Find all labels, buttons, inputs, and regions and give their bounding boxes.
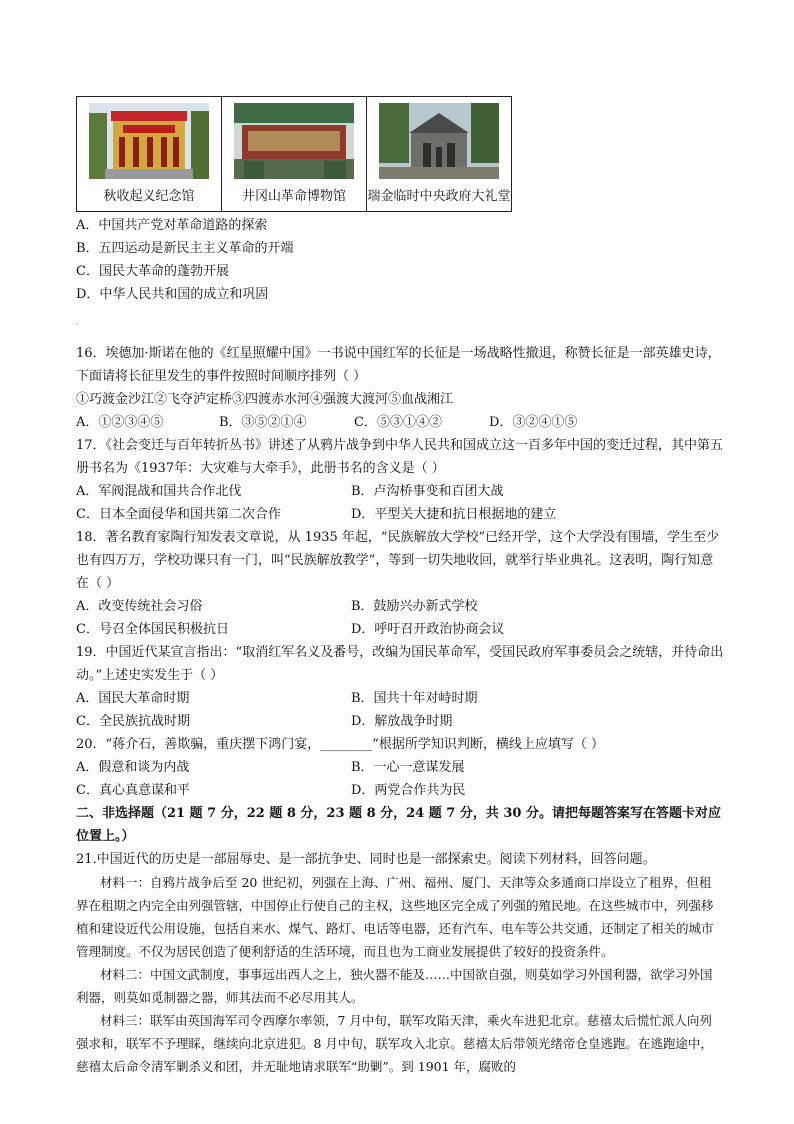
question-20 <box>76 733 794 802</box>
option-c: C．真心真意谋和平 <box>76 783 190 798</box>
option-d: D．平型关大捷和抗日根据地的建立 <box>351 507 557 522</box>
option-a: A．假意和谈为内战 <box>76 760 190 775</box>
option-row <box>76 480 794 503</box>
section-2-title: 二、非选择题（21 题 7 分，22 题 8 分，23 题 8 分，24 题 7 分，共 30 分。请把每题答案写在答题卡对应位置上。） <box>76 806 721 844</box>
option-b: B．五四运动是新民主主义革命的开端 <box>76 241 294 256</box>
option-d: D．呼吁召开政治协商会议 <box>351 622 505 637</box>
photo-cell-autumn-harvest <box>77 97 222 211</box>
material-3: 材料三：联军由英国海军司令西摩尔率领，7 月中旬，联军攻陷天津，乘火车进犯北京。慈禧太后慌忙派人向列强求和，联军不予理睬，继续向北京进犯。8 月中旬，联军攻入北京。慈禧太后带领光绪帝仓皇逃跑。在逃跑途中，慈禧太后命令清军剿杀义和团，并无耻地请求联军“助剿”。到 1901 年，腐败的 <box>76 1013 713 1074</box>
question-17 <box>76 434 794 526</box>
question-16 <box>76 342 794 434</box>
material-1: 材料一：自鸦片战争后至 20 世纪初，列强在上海、广州、福州、厦门、天津等众多通商口岸设立了租界，但租界在租期之内完全由列强管辖，中国停止行使自己的主权，这些地区完全成了列强的殖民地。在这些城市中，列强移植和建设近代公用设施，包括自来水、煤气、路灯、电话等电器，还有汽车、电车等公共交通，还制定了相关的城市管理制度。不仅为居民创造了便利舒适的生活环境，而且也为工商业发展提供了较好的投资条件。 <box>76 875 714 959</box>
autumn-harvest-memorial-photo <box>89 103 209 179</box>
option-b: B．③⑤②①④ <box>219 415 307 430</box>
option-d: D．中华人民共和国的成立和巩固 <box>76 287 269 302</box>
question-19 <box>76 641 794 733</box>
option-c: C．⑤③①④② <box>354 415 442 430</box>
question-stem: 20．“蒋介石，善欺骗，重庆摆下鸿门宴，________”根据所学知识判断，横线上应填写（ ） <box>76 737 604 752</box>
option-a: A．军阀混战和国共合作北伐 <box>76 484 242 499</box>
option-d: D．③②④①⑤ <box>489 415 578 430</box>
option-row <box>76 779 794 802</box>
option-b: B．一心一意谋发展 <box>351 760 465 775</box>
option-row <box>76 756 794 779</box>
photo-caption: 瑞金临时中央政府大礼堂 <box>367 189 511 204</box>
question-items: ①巧渡金沙江②飞夺泸定桥③四渡赤水河④强渡大渡河⑤血战湘江 <box>76 392 454 407</box>
question-options <box>76 411 794 434</box>
photo-table <box>76 96 512 212</box>
question-stem: 21.中国近代的历史是一部屈辱史、是一部抗争史、同时也是一部探索史。阅读下列材料，回答问题。 <box>76 852 656 867</box>
option-c: C．国民大革命的蓬勃开展 <box>76 264 229 279</box>
photo-cell-ruijin <box>367 97 511 211</box>
material-2: 材料二：中国文武制度，事事远出西人之上，独火器不能及……中国欲自强，则莫如学习外国利器，欲学习外国利器，则莫如觅制器之器，师其法而不必尽用其人。 <box>76 967 713 1005</box>
option-row <box>76 618 794 641</box>
option-row <box>76 503 794 526</box>
question-stem: 17．《社会变迁与百年转折丛书》讲述了从鸦片战争到中华人民共和国成立这一百多年中国的变迁过程，其中第五册书名为《1937年：大灾难与大牵手》，此册书名的含义是（ ） <box>76 438 724 476</box>
jinggangshan-museum-photo <box>234 103 354 179</box>
option-a: A．中国共产党对革命道路的探索 <box>76 218 268 233</box>
option-b: B．鼓励兴办新式学校 <box>351 599 478 614</box>
option-d: D．两党合作共为民 <box>351 783 466 798</box>
option-a: A．改变传统社会习俗 <box>76 599 203 614</box>
option-row <box>76 710 794 733</box>
option-a: A．国民大革命时期 <box>76 691 190 706</box>
ruijin-auditorium-photo <box>379 103 499 179</box>
option-c: C．号召全体国民积极抗日 <box>76 622 229 637</box>
dot-mark: . <box>76 319 78 326</box>
photo-caption: 井冈山革命博物馆 <box>241 189 346 204</box>
option-row <box>76 687 794 710</box>
question-stem: 16．埃德加·斯诺在他的《红星照耀中国》一书说中国红军的长征是一场战略性撤退，称赞长征是一部英雄史诗，下面请将长征里发生的事件按照时间顺序排列（ ） <box>76 346 721 384</box>
question-stem: 19．中国近代某宣言指出：“取消红军名义及番号，改编为国民革命军，受国民政府军事委员会之统辖，并待命出动。”上述史实发生于（ ） <box>76 645 724 683</box>
option-a: A．①②③④⑤ <box>76 415 164 430</box>
question-21 <box>76 848 794 1078</box>
photo-cell-jinggangshan <box>222 97 367 211</box>
option-d: D．解放战争时期 <box>351 714 453 729</box>
option-b: B．国共十年对峙时期 <box>351 691 478 706</box>
option-c: C．全民族抗战时期 <box>76 714 190 729</box>
question-stem: 18．著名教育家陶行知发表文章说，从 1935 年起，“民族解放大学校”已经开学，这个大学没有围墙，学生至少也有四万万，学校功课只有一门，叫“民族解放教学”，等到一切失地收回，就举行毕业典礼。这表明，陶行知意在（ ） <box>76 530 720 591</box>
q15-options <box>76 214 794 306</box>
question-18 <box>76 526 794 641</box>
photo-caption: 秋收起义纪念馆 <box>103 189 195 204</box>
option-row <box>76 595 794 618</box>
option-c: C．日本全面侵华和国共第二次合作 <box>76 507 281 522</box>
option-b: B．卢沟桥事变和百团大战 <box>351 484 504 499</box>
